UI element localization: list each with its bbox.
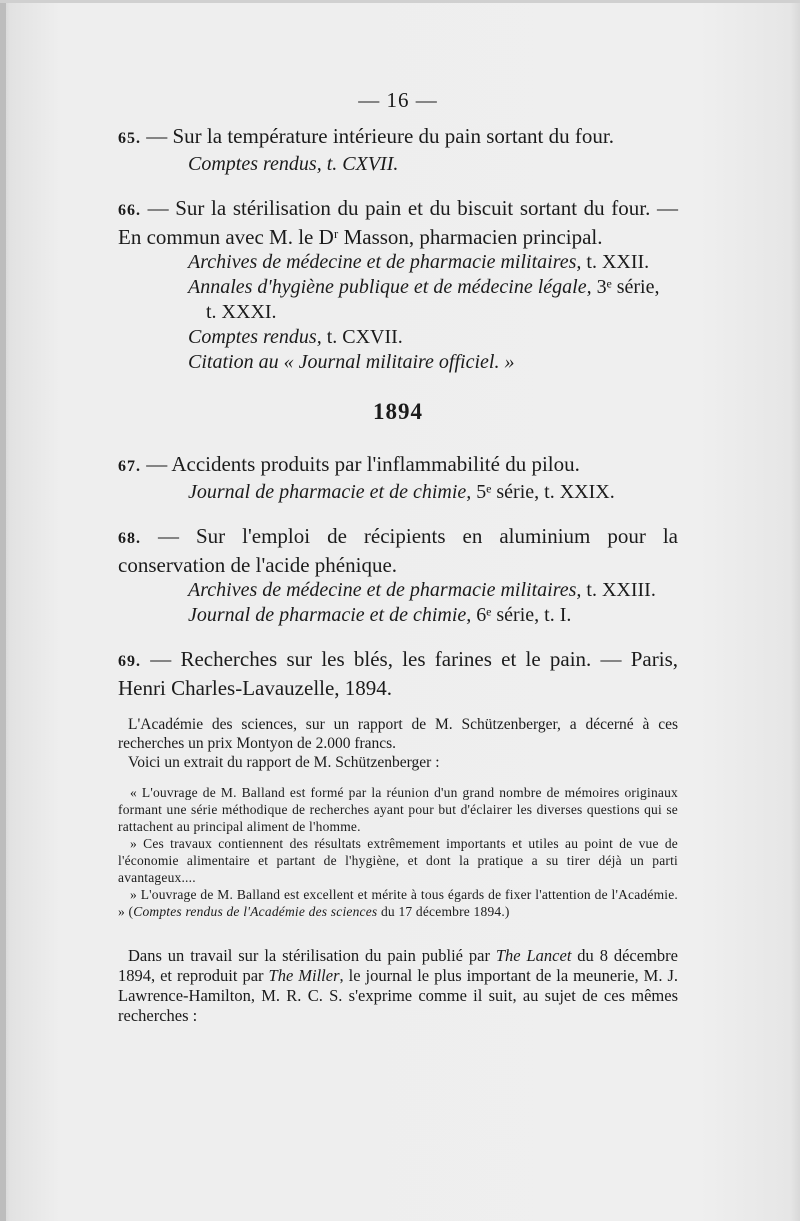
entry-69 [118, 646, 678, 701]
entry-number: 66. [118, 202, 141, 219]
reference: Archives de médecine et de pharmacie militaires, t. XXIII. [188, 579, 656, 601]
entry-title: — Sur l'emploi de récipients en aluminium pour la conservation de l'acide phénique. [118, 524, 678, 577]
entry-66 [118, 195, 678, 250]
entry-title: — Sur la stérilisation du pain et du biscuit sortant du four. — En commun avec M. le Dʳ Masson, pharmacien principal. [118, 196, 678, 249]
entry-number: 65. [118, 130, 141, 147]
entry-65 [118, 123, 678, 152]
page-edge-shadow [0, 0, 6, 1221]
page-top-edge [0, 0, 800, 3]
rapport-quote [118, 784, 678, 920]
academie-paragraph [118, 715, 678, 772]
reference: Citation au « Journal militaire officiel. » [188, 351, 515, 373]
closing-paragraph: Dans un travail sur la stérilisation du pain publié par The Lancet du 8 décembre 1894, et reproduit par The Miller, le journal le plus important de la meunerie, M. J. Lawrence-Hamilton, M. R. C. S. s'exprime comme il suit, au sujet de ces mêmes recherches : [118, 946, 678, 1025]
year-heading: 1894 [373, 399, 423, 424]
reference-continuation: t. XXXI. [206, 301, 277, 323]
entry-67 [118, 451, 678, 480]
entry-number: 67. [118, 458, 141, 475]
quote-paragraph: « L'ouvrage de M. Balland est formé par la réunion d'un grand nombre de mémoires originaux formant une série méthodique de recherches ayant pour but d'éclairer les diverses questions qui se rattachent au principal aliment de l'homme. [118, 785, 678, 834]
reference: Comptes rendus, t. CXVII. [188, 153, 399, 175]
entry-68-refs [118, 578, 678, 628]
reference: Annales d'hygiène publique et de médecine légale, 3ᵉ série, [188, 276, 660, 298]
academie-intro: Voici un extrait du rapport de M. Schützenberger : [128, 754, 440, 771]
entry-title: — Accidents produits par l'inflammabilité du pilou. [141, 452, 580, 476]
quote-paragraph: » Ces travaux contiennent des résultats extrêmement importants et utiles au point de vue de l'économie alimentaire et partant de l'hygiène, et dont la pratique a su tirer déjà un parti avantageux.... [118, 836, 678, 885]
quote-paragraph: » L'ouvrage de M. Balland est excellent et mérite à tous égards de fixer l'attention de l'Académie. » (Comptes rendus de l'Académie des sciences du 17 décembre 1894.) [118, 887, 678, 919]
reference: Journal de pharmacie et de chimie, 6ᵉ série, t. I. [188, 604, 572, 626]
entry-65-refs [118, 152, 678, 177]
entry-68 [118, 523, 678, 578]
reference: Journal de pharmacie et de chimie, 5ᵉ série, t. XXIX. [188, 481, 615, 503]
entry-number: 68. [118, 530, 141, 547]
entry-67-refs [118, 480, 678, 505]
reference: Archives de médecine et de pharmacie militaires, t. XXII. [188, 251, 650, 273]
academie-text: L'Académie des sciences, sur un rapport de M. Schützenberger, a décerné à ces recherches un prix Montyon de 2.000 francs. [118, 716, 678, 752]
entry-66-refs [118, 250, 678, 375]
page-content [118, 88, 678, 1026]
entry-title: — Sur la température intérieure du pain sortant du four. [141, 124, 614, 148]
entry-title: — Recherches sur les blés, les farines et le pain. — Paris, Henri Charles-Lavauzelle, 1894. [118, 647, 678, 700]
entry-number: 69. [118, 653, 141, 670]
reference: Comptes rendus, t. CXVII. [188, 326, 403, 348]
page-number: — 16 — [358, 88, 438, 112]
